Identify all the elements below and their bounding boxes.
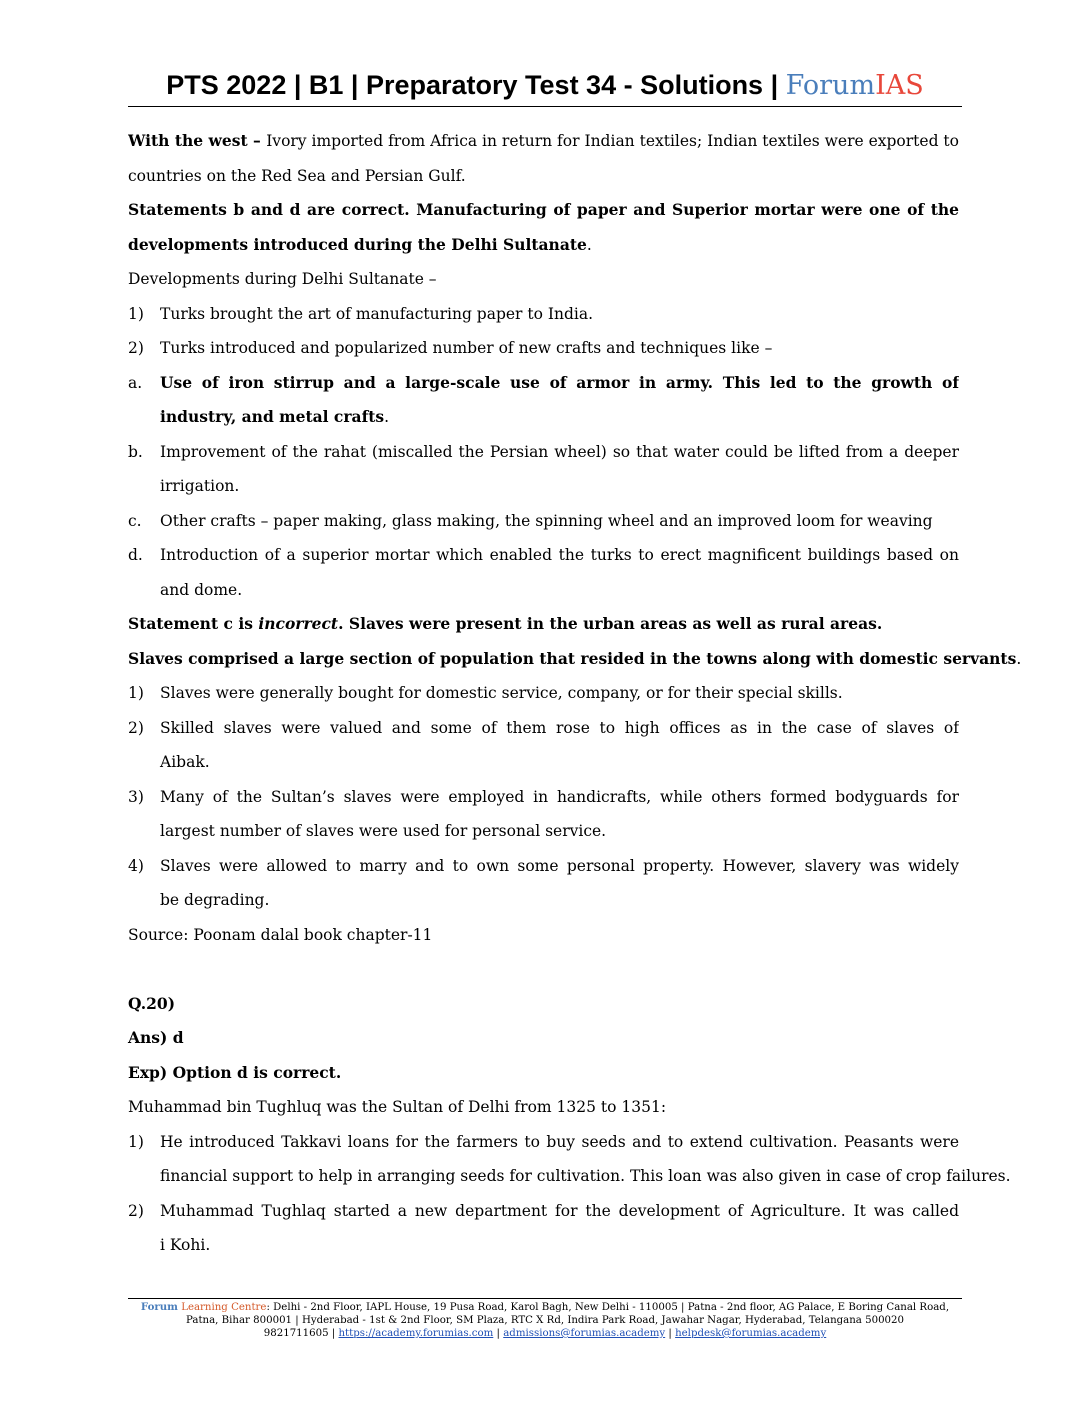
statement-bd: Statements b and d are correct. Manufacturing of paper and Superior mortar were one of the: [128, 200, 959, 219]
statement-bd-cont: developments introduced during the Delhi Sultanate.: [128, 234, 592, 254]
list-item-cont: i Kohi.: [160, 1236, 211, 1254]
explanation-label: Exp) Option d is correct.: [128, 1062, 342, 1082]
mbt-intro: Muhammad bin Tughluq was the Sultan of Delhi from 1325 to 1351:: [128, 1098, 667, 1116]
slaves-heading: Slaves comprised a large section of population that resided in the towns along with domestic servants.: [128, 648, 1022, 668]
footer-address-line-1: Forum Learning Centre: Delhi - 2nd Floor, IAPL House, 19 Pusa Road, Karol Bagh, New Delhi - 110005 | Patna - 2nd floor, AG Palace, E Boring Canal Road,: [140, 1301, 950, 1313]
question-label: Q.20): [128, 993, 176, 1013]
list-item: 2) Turks introduced and popularized number of new crafts and techniques like –: [128, 339, 773, 357]
helpdesk-email-link[interactable]: helpdesk@forumias.academy: [675, 1328, 827, 1339]
page-header: [128, 62, 962, 107]
list-item-cont: largest number of slaves were used for personal service.: [160, 822, 607, 840]
footer-contact-line: 9821711605 | https://academy.forumias.com | admissions@forumias.academy | helpdesk@forumias.academy: [263, 1328, 827, 1339]
academy-link[interactable]: https://academy.forumias.com: [338, 1328, 494, 1339]
list-item: 2) Muhammad Tughlaq started a new department for the development of Agriculture. It was called: [128, 1201, 959, 1220]
footer-address-line-2: Patna, Bihar 800001 | Hyderabad - 1st & 2nd Floor, SM Plaza, RTC X Rd, Indira Park Road, Jawahar Nagar, Hyderabad, Telangana 500020: [185, 1315, 905, 1326]
list-item: 3) Many of the Sultan’s slaves were employed in handicrafts, while others formed bodyguards for: [128, 787, 959, 806]
sub-item-a: a. Use of iron stirrup and a large-scale use of armor in army. This led to the growth of: [128, 372, 959, 392]
list-item: 2) Skilled slaves were valued and some of them rose to high offices as in the case of slaves of: [128, 718, 959, 737]
admissions-email-link[interactable]: admissions@forumias.academy: [503, 1328, 666, 1339]
sub-item-d: d. Introduction of a superior mortar which enabled the turks to erect magnificent buildings based on: [128, 546, 959, 564]
sub-item-d-cont: and dome.: [160, 580, 243, 599]
statement-c: Statement c is incorrect. Slaves were present in the urban areas as well as rural areas.: [128, 614, 883, 633]
brand-ias-logo-text: IAS: [875, 70, 924, 101]
list-item-cont: be degrading.: [160, 891, 270, 909]
developments-intro: Developments during Delhi Sultanate –: [128, 270, 437, 288]
list-item-cont: financial support to help in arranging seeds for cultivation. This loan was also given in case of crop failures.: [160, 1167, 1011, 1185]
list-item: 1) He introduced Takkavi loans for the farmers to buy seeds and to extend cultivation. Peasants were: [128, 1132, 959, 1151]
sub-item-c: c. Other crafts – paper making, glass making, the spinning wheel and an improved loom for weaving: [128, 511, 933, 530]
sub-item-a-cont: industry, and metal crafts.: [160, 407, 390, 426]
sub-item-b-cont: irrigation.: [160, 477, 240, 495]
list-item-cont: Aibak.: [160, 753, 210, 771]
list-item: 1) Turks brought the art of manufacturing paper to India.: [128, 304, 594, 323]
solution-content: [128, 124, 1022, 1263]
page-footer: [128, 1298, 962, 1340]
brand-forum-logo-text: Forum: [785, 70, 876, 101]
answer-label: Ans) d: [128, 1028, 184, 1047]
header-title: PTS 2022 | B1 | Preparatory Test 34 - Solutions |: [166, 70, 786, 100]
sub-item-b: b. Improvement of the rahat (miscalled the Persian wheel) so that water could be lifted from a deeper: [128, 442, 959, 461]
list-item: 4) Slaves were allowed to marry and to own some personal property. However, slavery was widely: [128, 856, 959, 875]
paragraph-west-cont: countries on the Red Sea and Persian Gulf.: [128, 166, 466, 185]
list-item: 1) Slaves were generally bought for domestic service, company, or for their special skills.: [128, 684, 843, 702]
paragraph-west: With the west – Ivory imported from Africa in return for Indian textiles; Indian textiles were exported to: [128, 131, 959, 150]
source-line: Source: Poonam dalal book chapter-11: [128, 925, 433, 944]
blank-gap: [128, 952, 959, 987]
